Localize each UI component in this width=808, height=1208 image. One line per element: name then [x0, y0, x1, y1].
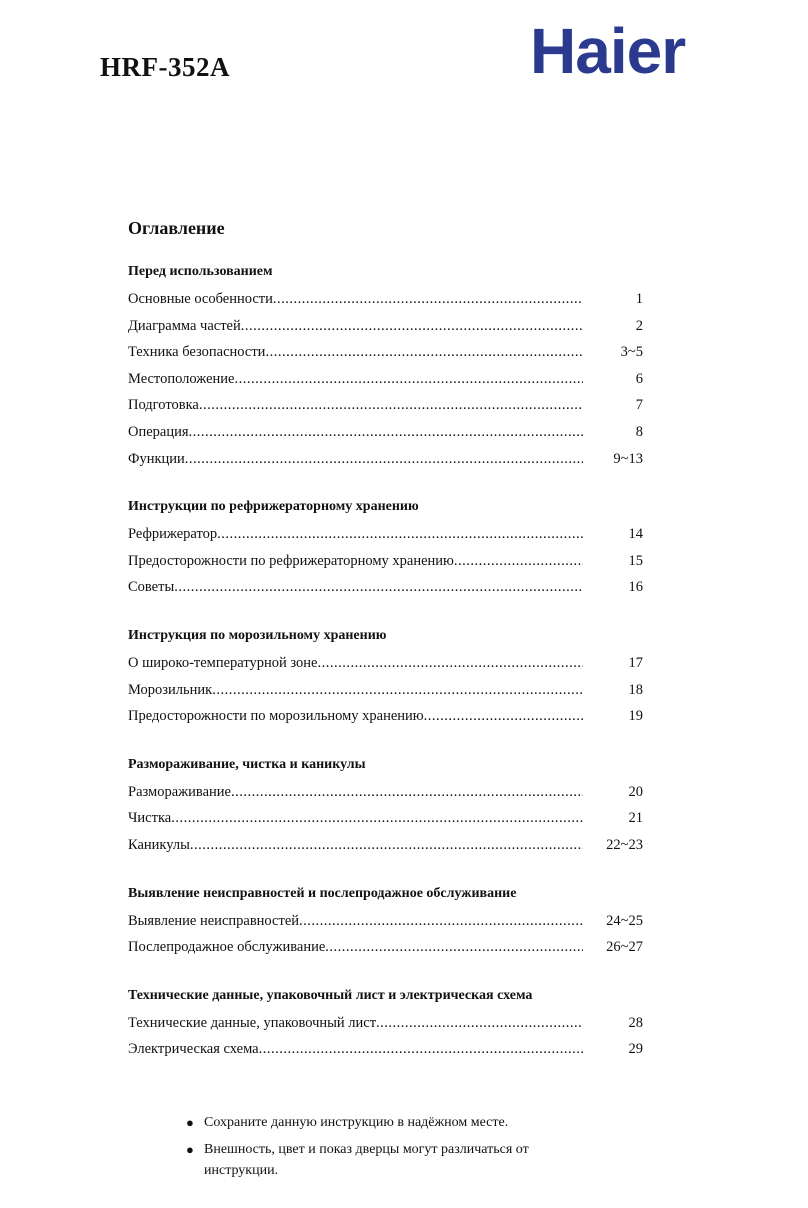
toc-entry-page: 21: [628, 810, 643, 827]
dot-leader: [259, 1039, 583, 1059]
toc-entry-page: 6: [635, 370, 643, 387]
toc-title: Оглавление: [128, 218, 225, 238]
toc-entry-label: Электрическая схема: [128, 1041, 259, 1058]
toc-entry: [128, 782, 643, 809]
toc-entry: [128, 653, 643, 680]
dot-leader: [299, 911, 583, 931]
toc-entry: [128, 706, 643, 733]
dot-leader: [171, 808, 583, 828]
toc-entry-label: Рефрижератор: [128, 526, 218, 543]
toc-section: [128, 755, 643, 862]
toc-entry-label: Подготовка: [128, 397, 199, 414]
toc-entry-page: 18: [628, 681, 643, 698]
dot-leader: [174, 577, 583, 597]
toc-entry-label: Основные особенности: [128, 291, 273, 307]
toc-entry-label: Диаграмма частей: [128, 317, 241, 334]
toc-entry-page: 8: [635, 423, 643, 440]
toc-entry-page: 7: [635, 397, 643, 414]
toc-entry-label: Выявление неисправностей: [128, 912, 300, 929]
toc-entry: [128, 369, 643, 396]
toc-entry-page: 15: [628, 552, 643, 569]
toc-entry-page: 9~13: [613, 450, 643, 467]
section-heading: Перед использованием: [128, 264, 273, 279]
dot-leader: [189, 422, 583, 442]
toc-entry: [128, 680, 643, 707]
dot-leader: [454, 551, 583, 571]
notes-list: [186, 1112, 606, 1187]
toc-entry-page: 14: [628, 526, 643, 543]
toc-entry-page: 29: [628, 1041, 643, 1058]
dot-leader: [231, 782, 583, 802]
toc-section: [128, 262, 643, 475]
toc-entry-label: Техника безопасности: [128, 344, 266, 361]
section-heading: Технические данные, упаковочный лист и электрическая схема: [128, 987, 533, 1003]
dot-leader: [424, 706, 583, 726]
toc-entry: [128, 577, 643, 604]
toc-entry: [128, 449, 643, 476]
toc-entry: [128, 937, 643, 964]
dot-leader: [235, 369, 584, 389]
note-text: Сохраните данную инструкцию в надёжном месте.: [204, 1115, 509, 1130]
dot-leader: [199, 395, 583, 415]
dot-leader: [241, 316, 583, 336]
toc-entry-page: 20: [628, 783, 643, 800]
toc-section: [128, 626, 643, 733]
dot-leader: [217, 524, 583, 544]
toc-section: [128, 884, 643, 964]
toc-entry-page: 22~23: [606, 836, 643, 853]
toc-entry-page: 1: [635, 291, 643, 307]
toc-entry-page: 28: [628, 1014, 643, 1031]
bullet-icon: ●: [186, 1115, 194, 1130]
table-of-contents: [128, 262, 643, 1088]
toc-entry: [128, 551, 643, 578]
toc-entry-page: 3~5: [620, 344, 643, 361]
toc-entry-label: О широко-температурной зоне: [128, 654, 318, 671]
toc-entry: [128, 524, 643, 551]
toc-entry-label: Функции: [128, 450, 185, 467]
toc-entry: [128, 911, 643, 938]
dot-leader: [190, 835, 583, 855]
dot-leader: [376, 1013, 583, 1033]
toc-entry-page: 19: [628, 708, 643, 725]
toc-section: [128, 497, 643, 604]
toc-entry-label: Послепродажное обслуживание: [128, 939, 326, 956]
toc-entry-label: Каникулы: [128, 836, 190, 853]
toc-entry: [128, 808, 643, 835]
note-text: Внешность, цвет и показ дверцы могут различаться от инструкции.: [204, 1142, 529, 1178]
toc-entry: [128, 316, 643, 343]
toc-entry-label: Морозильник: [128, 681, 213, 698]
model-number: HRF-352A: [100, 52, 230, 82]
section-heading: Инструкция по морозильному хранению: [128, 627, 387, 643]
toc-entry-page: 2: [635, 317, 643, 334]
toc-entry: [128, 1013, 643, 1040]
dot-leader: [212, 680, 583, 700]
toc-section: [128, 986, 643, 1066]
section-heading: Инструкции по рефрижераторному хранению: [128, 499, 419, 515]
dot-leader: [318, 653, 584, 673]
section-heading: Выявление неисправностей и послепродажное обслуживание: [128, 885, 517, 901]
dot-leader: [273, 289, 583, 309]
toc-entry-page: 17: [628, 654, 643, 671]
toc-entry: [128, 1039, 643, 1066]
toc-entry: [128, 422, 643, 449]
toc-entry-label: Операция: [128, 423, 189, 440]
dot-leader: [265, 342, 583, 362]
dot-leader: [185, 449, 583, 469]
toc-entry-label: Советы: [128, 579, 175, 596]
toc-entry: [128, 835, 643, 862]
note-item: [186, 1112, 606, 1133]
toc-entry-page: 26~27: [606, 939, 643, 956]
toc-entry: [128, 342, 643, 369]
note-item: [186, 1139, 606, 1181]
bullet-icon: ●: [186, 1142, 194, 1157]
toc-entry-label: Технические данные, упаковочный лист: [128, 1014, 377, 1031]
toc-entry-page: 16: [628, 579, 643, 596]
toc-entry-label: Предосторожности по рефрижераторному хранению: [128, 552, 454, 569]
toc-entry-page: 24~25: [606, 912, 643, 929]
toc-entry: [128, 289, 643, 316]
toc-entry-label: Местоположение: [128, 370, 235, 387]
dot-leader: [325, 937, 583, 957]
haier-logo: Haier: [530, 15, 686, 87]
toc-entry-label: Размораживание: [128, 783, 231, 800]
toc-entry-label: Чистка: [128, 810, 172, 827]
toc-entry-label: Предосторожности по морозильному хранению: [128, 708, 424, 725]
toc-entry: [128, 395, 643, 422]
section-heading: Размораживание, чистка и каникулы: [128, 756, 366, 772]
